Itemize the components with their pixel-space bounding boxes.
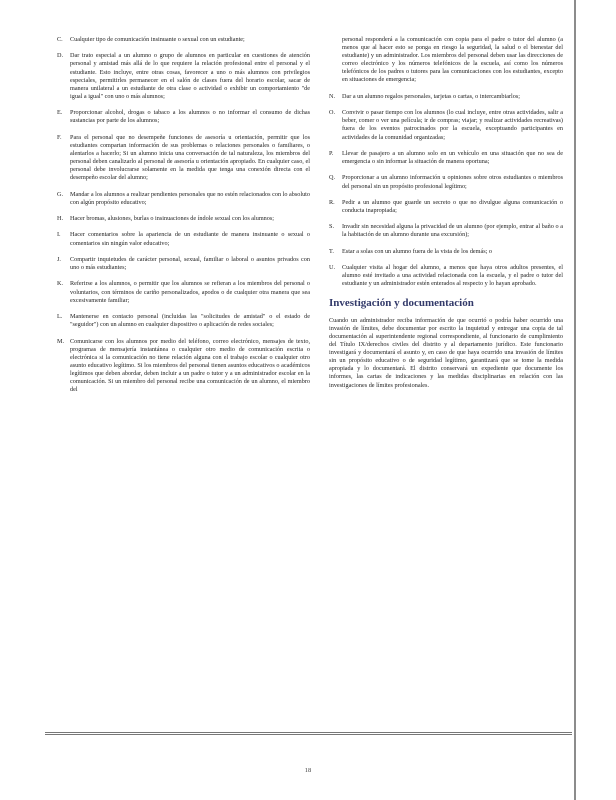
- list-item-text: Para el personal que no desempeñe funciones de asesoría u orientación, permitir que los estudiantes compartan información de sus problemas o relaciones personales o familiares, o alentarlos a hacerlo; Si un alumno inicia una conversación de tal naturaleza, los miembros del personal deben canalizarlo al personal de asesoría u orientación apropiado. En cualquier caso, el personal debe involucrarse solamente en la medida que tenga una conexión directa con el desempeño escolar del alumno;: [70, 133, 310, 182]
- section-paragraph: Cuando un administrador reciba información de que ocurrió o podría haber ocurrido una invasión de límites, debe documentar por escrito la inquietud y entregar una copia de tal documentación al superintendente regional correspondiente, al funcionario de cumplimiento del Título IX/derechos civiles del distrito y al departamento jurídico. Este funcionario investigará y documentará el asunto y, en caso de que haya ocurrido una invasión de límites sin un propósito educativo o de seguridad legítimo, garantizará que se tome la medida apropiada y lo documentará. El distrito conservará un expediente que documente los informes, las cartas de indicaciones y las medidas disciplinarias en relación con las investigaciones de límites profesionales.: [329, 316, 563, 389]
- list-item-letter: L.: [57, 313, 63, 321]
- list-item: [329, 93, 563, 101]
- list-item: [329, 223, 563, 239]
- footer-rule-bottom: [45, 734, 572, 735]
- list-item: [329, 264, 563, 288]
- list-item-letter: E.: [57, 109, 63, 117]
- list-item-letter: H.: [57, 215, 64, 223]
- list-item: [57, 134, 310, 183]
- list-item-letter: K.: [57, 280, 64, 288]
- list-item: [329, 248, 563, 256]
- list-item-text: Cualquier visita al hogar del alumno, a menos que haya otros adultos presentes, el alumno esté invitado a una actividad relacionada con la escuela, y el padre o tutor del estudiante y un administrador estén enterados al respecto y lo hayan aprobado.: [342, 264, 563, 288]
- list-item-text: Hacer comentarios sobre la apariencia de un estudiante de manera insinuante o sexual o comentarios sin ningún valor educativo;: [70, 231, 310, 247]
- list-item-letter: G.: [57, 190, 64, 198]
- list-item-text: Proporcionar a un alumno información u opiniones sobre otros estudiantes o miembros del personal sin un propósito profesional legítimo;: [342, 174, 563, 190]
- list-item-letter: M.: [57, 337, 65, 345]
- right-item-list: [329, 93, 563, 289]
- list-item-letter: T.: [329, 247, 334, 255]
- footer-rule-top: [45, 732, 572, 733]
- list-item-text: Invadir sin necesidad alguna la privacidad de un alumno (por ejemplo, entrar al baño o a la habitación de un alumno durante una excursión);: [342, 223, 563, 239]
- list-item-text: Compartir inquietudes de carácter personal, sexual, familiar o laboral o asuntos privados con uno o más estudiantes;: [70, 255, 310, 272]
- list-item: [57, 280, 310, 304]
- list-item-text: Comunicarse con los alumnos por medio del teléfono, correo electrónico, mensajes de texto, programas de mensajería instantánea o cualquier otro medio de comunicación escrita o electrónica si la comunicación no tiene relación alguna con el trabajo escolar o cualquier otro asunto educativo legítimo. Si los miembros del personal tienen asuntos educativos o académicos legítimos que deben abordar, deben incluir a un padre o tutor y a un administrador escolar en la comunicación. Si un miembro del personal recibe una comunicación de un alumno, el miembro del: [70, 337, 310, 394]
- list-item-text: Pedir a un alumno que guarde un secreto o que no divulgue alguna comunicación o conducta inapropiada;: [342, 198, 563, 214]
- list-item-letter: J.: [57, 255, 61, 263]
- list-item-letter: F.: [57, 133, 62, 141]
- list-item: [57, 215, 310, 223]
- list-item-letter: Q.: [329, 174, 336, 182]
- list-item-text: Dar trato especial a un alumno o grupo de alumnos en particular en cuestiones de atención personal y amistad más allá de lo que requiere la relación profesional entre el personal y el estudiante. Esto incluye, entre otras cosas, favorecer a uno o más alumnos con privilegios especiales, permitirles permanecer en el salón de clases fuera del horario escolar, sacar de manera unilateral a un estudiante de otra clase o actividad o exhibir un comportamiento "de igual a igual" con uno o más alumnos;: [70, 52, 310, 100]
- list-item: [57, 256, 310, 272]
- list-item-letter: S.: [329, 223, 334, 231]
- list-item-text: Estar a solas con un alumno fuera de la vista de los demás; o: [342, 247, 493, 255]
- page-number: 18: [304, 767, 312, 774]
- list-item-text: Referirse a los alumnos, o permitir que los alumnos se refieran a los miembros del personal o voluntarios, con términos de cariño personalizados, apodos o de cualquier otra manera que sea excesivamente familiar;: [70, 280, 310, 304]
- list-item-letter: U.: [329, 264, 336, 272]
- list-item-text: Hacer bromas, alusiones, burlas o insinuaciones de índole sexual con los alumnos;: [70, 215, 274, 223]
- list-item: [329, 199, 563, 215]
- list-item: [57, 52, 310, 101]
- list-item: [329, 174, 563, 190]
- right-column: [329, 36, 563, 390]
- list-item: [57, 36, 310, 44]
- list-item-letter: R.: [329, 198, 335, 206]
- list-item-text: Dar a un alumno regalos personales, tarjetas o cartas, o intercambiarlos;: [342, 92, 520, 100]
- list-item: [329, 150, 563, 166]
- list-item-letter: P.: [329, 149, 334, 157]
- list-item-text: Convivir o pasar tiempo con los alumnos (lo cual incluye, entre otras actividades, salir a beber, comer o ver una película; ir de compras; viajar; y realizar actividades recreativas) fuera de los eventos patrocinados por la escuela, exceptuando participantes en actividades de la comunidad organizadas;: [342, 109, 563, 141]
- list-item-letter: I.: [57, 231, 61, 239]
- list-item-letter: O.: [329, 109, 336, 117]
- list-item: [57, 338, 310, 395]
- list-item: [57, 191, 310, 207]
- right-margin-rule: [574, 0, 576, 800]
- list-item-text: Proporcionar alcohol, drogas o tabaco a los alumnos o no informar el consumo de dichas sustancias por parte de los alumnos;: [70, 109, 310, 125]
- list-item-letter: N.: [329, 92, 336, 100]
- list-item-text: Cualquier tipo de comunicación insinuante o sexual con un estudiante;: [70, 36, 245, 43]
- list-item: [329, 109, 563, 141]
- list-item-text: Mandar a los alumnos a realizar pendientes personales que no estén relacionados con lo absoluto con algún propósito educativo;: [70, 190, 310, 206]
- list-item: [57, 313, 310, 329]
- list-item: [57, 109, 310, 125]
- item-m-continuation: personal responderá a la comunicación con copia para el padre o tutor del alumno (a menos que al hacer esto se ponga en riesgo la seguridad, la salud o el bienestar del estudiante) y un administrador. Los miembros del personal deben usar las direcciones de correo electrónico y los números telefónicos de la escuela, así como los números telefónicos de los padres o tutores para las comunicaciones con los estudiantes, excepto en situaciones de emergencia;: [342, 36, 563, 84]
- list-item-letter: C.: [57, 36, 63, 43]
- list-item-text: Llevar de pasajero a un alumno solo en un vehículo en una situación que no sea de emergencia o sin informar la situación de manera oportuna;: [342, 149, 563, 166]
- list-item: [57, 231, 310, 247]
- list-item-letter: D.: [57, 52, 64, 60]
- left-column: [57, 36, 310, 402]
- list-item-text: Mantenerse en contacto personal (incluidas las "solicitudes de amistad" o el estado de "seguidor") con un alumno en cualquier dispositivo o aplicación de redes sociales;: [70, 313, 310, 329]
- section-heading: Investigación y documentación: [329, 296, 474, 309]
